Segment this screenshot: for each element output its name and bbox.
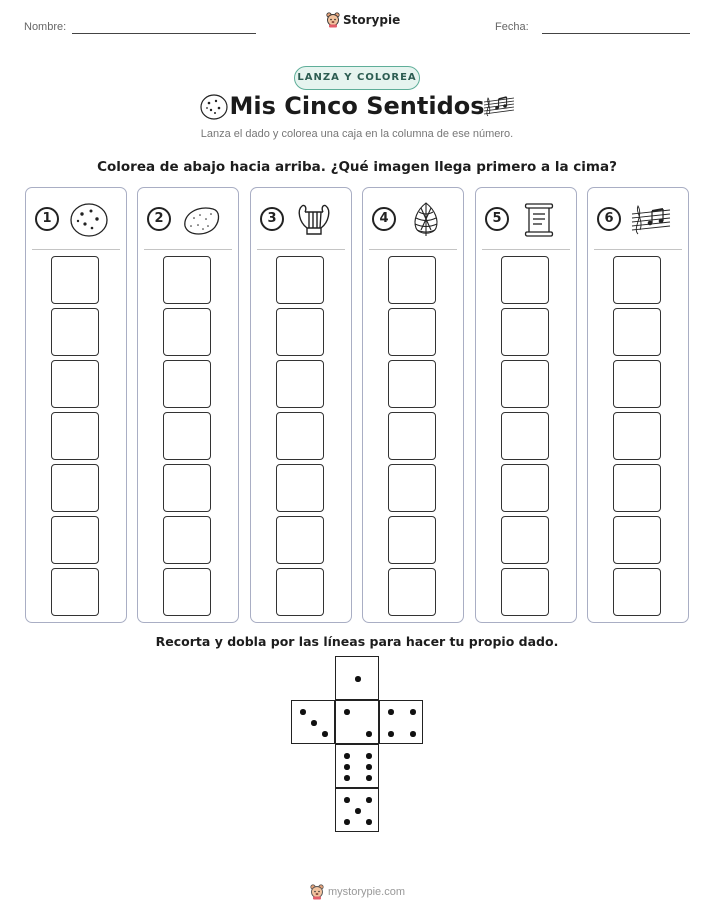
die-pip xyxy=(366,775,372,781)
color-box[interactable] xyxy=(613,568,661,616)
die-face-6 xyxy=(335,744,379,788)
color-box[interactable] xyxy=(388,568,436,616)
die-face-1 xyxy=(335,656,379,700)
die-pip xyxy=(366,764,372,770)
color-box[interactable] xyxy=(163,308,211,356)
color-box[interactable] xyxy=(51,256,99,304)
color-box[interactable] xyxy=(163,412,211,460)
page-title: Mis Cinco Sentidos xyxy=(229,92,485,120)
column-number: 4 xyxy=(372,207,396,231)
color-box[interactable] xyxy=(388,308,436,356)
die-pip xyxy=(344,819,350,825)
color-box[interactable] xyxy=(51,516,99,564)
lyre-icon xyxy=(293,200,335,240)
column-6 xyxy=(587,187,689,623)
pinecone-icon xyxy=(405,200,447,240)
column-4 xyxy=(362,187,464,623)
color-box[interactable] xyxy=(163,568,211,616)
column-number: 6 xyxy=(597,207,621,231)
die-pip xyxy=(366,819,372,825)
column-divider xyxy=(32,249,120,250)
color-box[interactable] xyxy=(51,308,99,356)
die-pip xyxy=(344,764,350,770)
color-box[interactable] xyxy=(613,464,661,512)
die-face-4 xyxy=(379,700,423,744)
column-divider xyxy=(594,249,682,250)
color-box[interactable] xyxy=(51,412,99,460)
die-pip xyxy=(410,731,416,737)
color-box[interactable] xyxy=(388,360,436,408)
die-pip xyxy=(344,709,350,715)
die-face-5 xyxy=(335,788,379,832)
color-box[interactable] xyxy=(613,516,661,564)
column-5 xyxy=(475,187,577,623)
name-label: Nombre: xyxy=(24,21,67,33)
color-box[interactable] xyxy=(276,412,324,460)
column-divider xyxy=(482,249,570,250)
die-pip xyxy=(388,709,394,715)
column-number: 5 xyxy=(485,207,509,231)
column-number: 2 xyxy=(147,207,171,231)
brand-name: Storypie xyxy=(343,13,401,27)
lemon-icon xyxy=(180,200,222,240)
die-face-3 xyxy=(291,700,335,744)
die-pip xyxy=(344,775,350,781)
column-1 xyxy=(25,187,127,623)
color-box[interactable] xyxy=(501,360,549,408)
instruction-text: Colorea de abajo hacia arriba. ¿Qué imagen llega primero a la cima? xyxy=(97,159,617,175)
bear-icon xyxy=(310,884,324,900)
color-box[interactable] xyxy=(613,308,661,356)
column-divider xyxy=(144,249,232,250)
die-pip xyxy=(366,753,372,759)
bear-icon xyxy=(326,12,340,28)
column-divider xyxy=(369,249,457,250)
color-box[interactable] xyxy=(51,568,99,616)
footer xyxy=(310,884,405,900)
date-line[interactable] xyxy=(542,33,690,34)
color-box[interactable] xyxy=(501,568,549,616)
color-box[interactable] xyxy=(163,516,211,564)
color-box[interactable] xyxy=(388,256,436,304)
die-pip xyxy=(410,709,416,715)
date-label: Fecha: xyxy=(495,21,529,33)
color-box[interactable] xyxy=(276,360,324,408)
footer-url[interactable]: mystorypie.com xyxy=(328,886,406,898)
die-pip xyxy=(366,731,372,737)
die-pip xyxy=(388,731,394,737)
color-box[interactable] xyxy=(276,516,324,564)
color-box[interactable] xyxy=(163,360,211,408)
color-box[interactable] xyxy=(501,308,549,356)
color-box[interactable] xyxy=(276,256,324,304)
column-2 xyxy=(137,187,239,623)
cut-instruction: Recorta y dobla por las líneas para hacer tu propio dado. xyxy=(155,634,559,649)
music-notes-icon xyxy=(630,200,672,240)
color-box[interactable] xyxy=(51,360,99,408)
color-box[interactable] xyxy=(501,256,549,304)
color-box[interactable] xyxy=(276,464,324,512)
color-box[interactable] xyxy=(276,308,324,356)
color-box[interactable] xyxy=(51,464,99,512)
die-face-2 xyxy=(335,700,379,744)
cookie-icon xyxy=(68,200,110,240)
die-pip xyxy=(366,797,372,803)
color-box[interactable] xyxy=(163,256,211,304)
color-box[interactable] xyxy=(613,360,661,408)
die-pip xyxy=(344,753,350,759)
die-pip xyxy=(311,720,317,726)
column-3 xyxy=(250,187,352,623)
die-pip xyxy=(300,709,306,715)
color-box[interactable] xyxy=(613,256,661,304)
color-box[interactable] xyxy=(388,516,436,564)
color-box[interactable] xyxy=(613,412,661,460)
column-number: 1 xyxy=(35,207,59,231)
color-box[interactable] xyxy=(388,464,436,512)
color-box[interactable] xyxy=(388,412,436,460)
die-pip xyxy=(355,676,361,682)
name-line[interactable] xyxy=(72,33,256,34)
music-notes-icon xyxy=(482,94,516,120)
color-box[interactable] xyxy=(163,464,211,512)
column-divider xyxy=(257,249,345,250)
brand-logo xyxy=(326,12,400,28)
die-pip xyxy=(322,731,328,737)
scroll-icon xyxy=(518,200,560,240)
color-box[interactable] xyxy=(501,464,549,512)
die-pip xyxy=(344,797,350,803)
color-box[interactable] xyxy=(501,516,549,564)
die-pip xyxy=(355,808,361,814)
page-subtitle: Lanza el dado y colorea una caja en la columna de ese número. xyxy=(200,128,514,140)
column-number: 3 xyxy=(260,207,284,231)
color-box[interactable] xyxy=(276,568,324,616)
color-box[interactable] xyxy=(501,412,549,460)
activity-badge: LANZA Y COLOREA xyxy=(294,66,420,90)
